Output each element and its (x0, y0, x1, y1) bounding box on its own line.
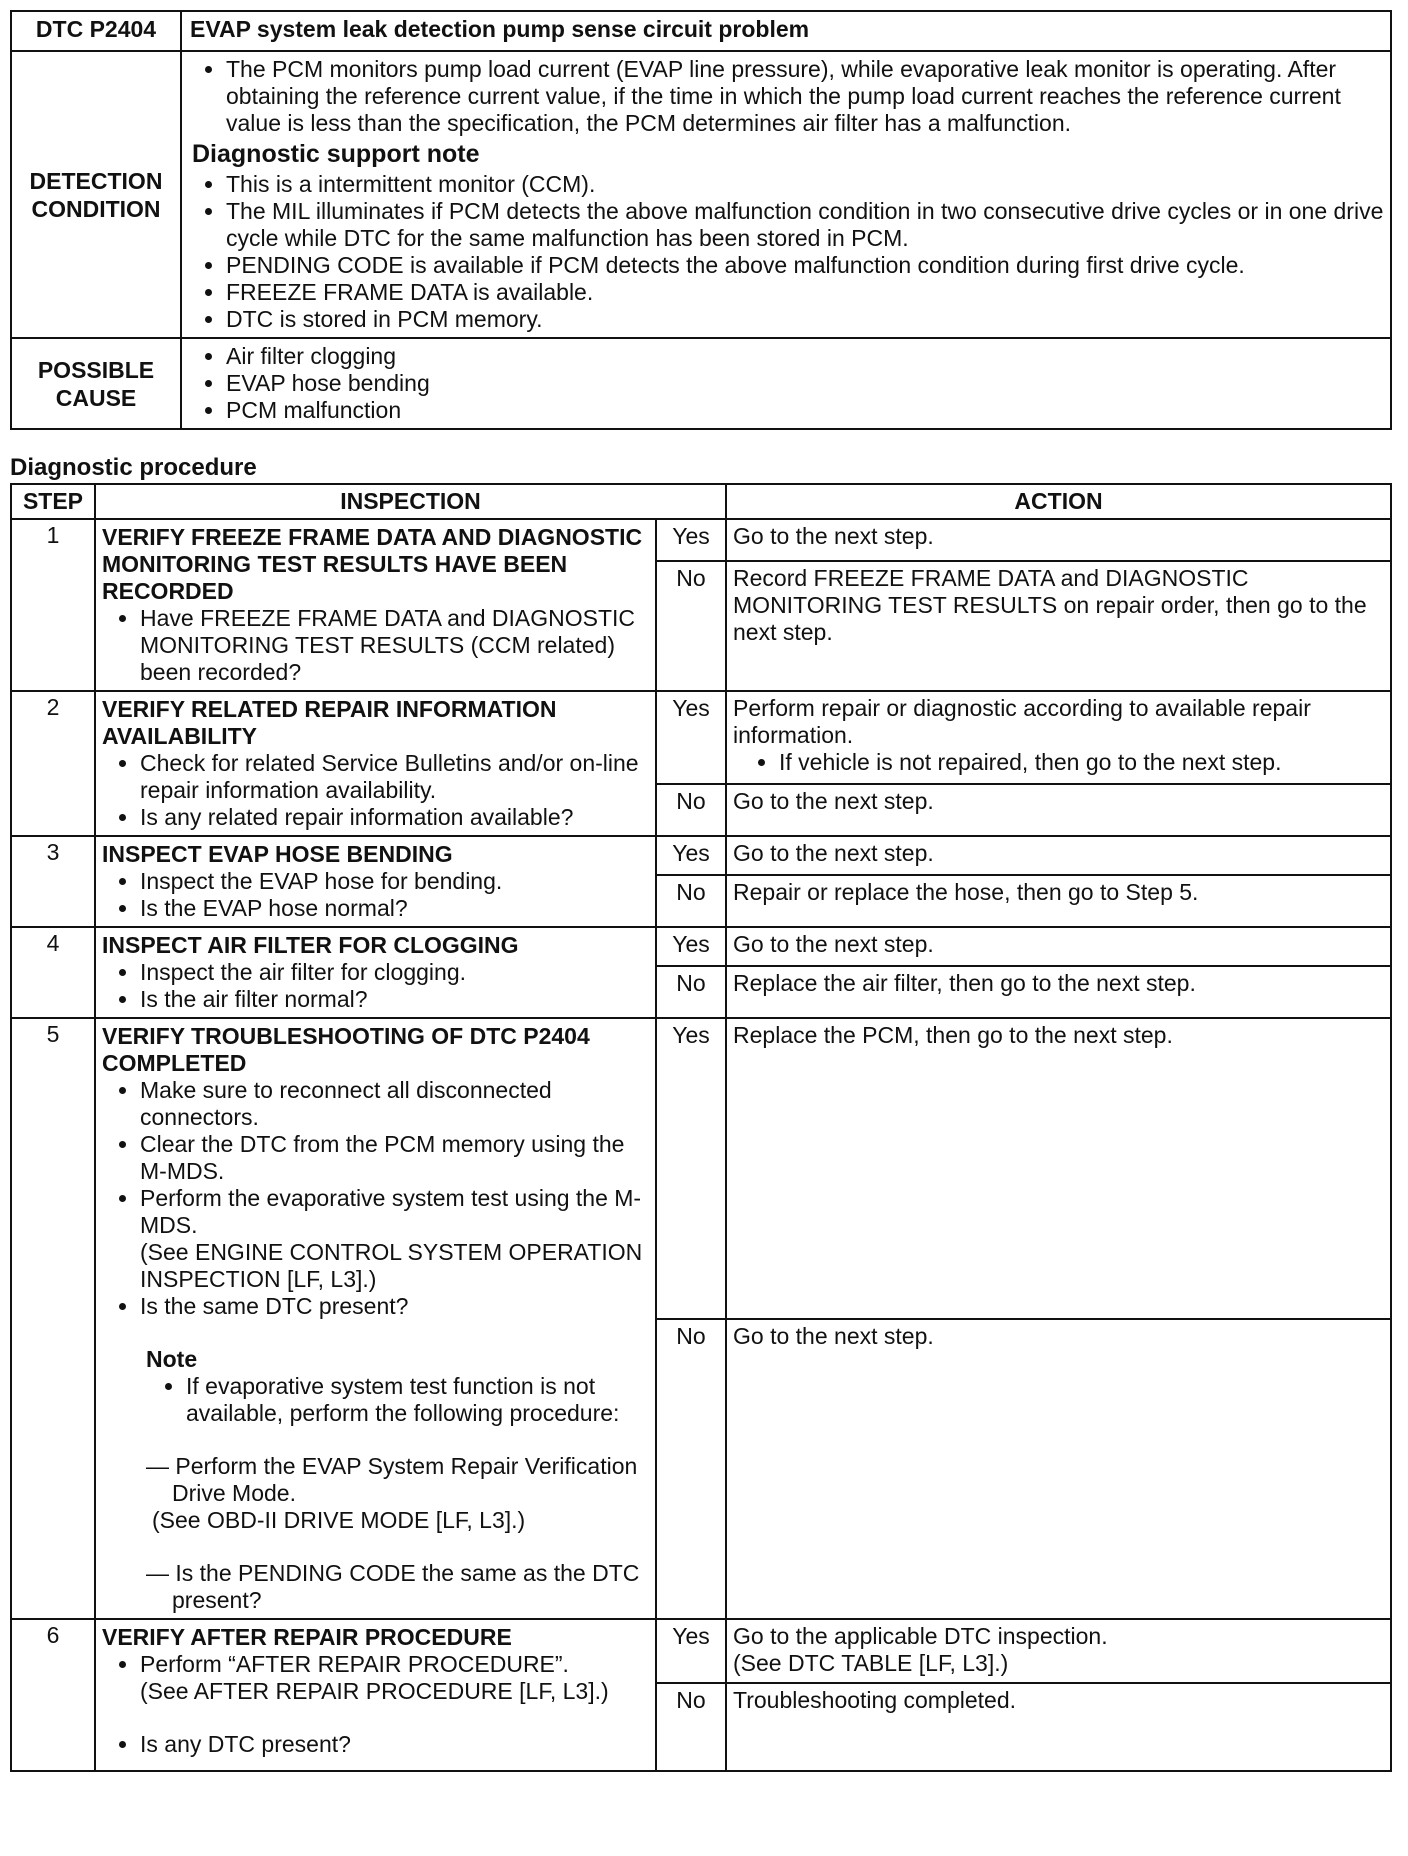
step-bullets (102, 605, 649, 686)
step-number: 2 (11, 691, 95, 836)
no-label: No (656, 875, 726, 927)
step-number: 4 (11, 927, 95, 1018)
detection-condition-label: DETECTION CONDITION (11, 51, 181, 338)
procedure-table (10, 483, 1392, 1772)
step-bullet: • Have FREEZE FRAME DATA and DIAGNOSTIC MONITORING TEST RESULTS (CCM related) been recorded? (140, 605, 649, 686)
no-action: Troubleshooting completed. (726, 1683, 1391, 1771)
yes-action (726, 1619, 1391, 1683)
step-bullet (140, 1651, 649, 1705)
action-header: ACTION (726, 484, 1391, 519)
step-title: VERIFY RELATED REPAIR INFORMATION AVAILABILITY (102, 696, 557, 749)
step-title: VERIFY TROUBLESHOOTING OF DTC P2404 COMPLETED (102, 1023, 590, 1076)
step-bullet (140, 1185, 649, 1293)
yes-label: Yes (656, 836, 726, 875)
detection-condition-body (181, 51, 1391, 338)
no-label: No (656, 1319, 726, 1620)
step-inspection (95, 519, 656, 691)
yes-action-text: Perform repair or diagnostic according to available repair information. (733, 695, 1311, 748)
step-row (11, 1018, 1391, 1319)
no-action: Replace the air filter, then go to the next step. (726, 966, 1391, 1018)
step-bullet-text: • Perform “AFTER REPAIR PROCEDURE”. (140, 1651, 569, 1677)
support-note-item: • This is a intermittent monitor (CCM). (226, 171, 1384, 198)
support-note-title: Diagnostic support note (192, 140, 480, 168)
step-bullets (102, 1077, 649, 1320)
step-title: INSPECT EVAP HOSE BENDING (102, 841, 453, 867)
step-number: 6 (11, 1619, 95, 1771)
cause-item: • PCM malfunction (226, 397, 1384, 424)
yes-label: Yes (656, 519, 726, 561)
step-row (11, 927, 1391, 966)
yes-action-bullets (733, 749, 1384, 776)
step-inspection (95, 836, 656, 927)
step-bullet-ref: (See AFTER REPAIR PROCEDURE [LF, L3].) (140, 1678, 609, 1704)
dtc-code: DTC P2404 (11, 11, 181, 51)
support-note-item: • DTC is stored in PCM memory. (226, 306, 1384, 333)
step-row (11, 691, 1391, 784)
no-action: Repair or replace the hose, then go to Step 5. (726, 875, 1391, 927)
cause-item: • EVAP hose bending (226, 370, 1384, 397)
step-bullet: • Make sure to reconnect all disconnected connectors. (140, 1077, 649, 1131)
dash-item: — Is the PENDING CODE the same as the DTC present? (146, 1560, 640, 1613)
yes-action: Go to the next step. (726, 519, 1391, 561)
step-bullet: • Is any DTC present? (140, 1731, 649, 1758)
step-bullets (102, 959, 649, 1013)
no-action: Go to the next step. (726, 1319, 1391, 1620)
dtc-title: EVAP system leak detection pump sense circuit problem (181, 11, 1391, 51)
possible-cause-row (11, 338, 1391, 429)
step-bullets (102, 750, 649, 831)
cause-list (188, 343, 1384, 424)
no-label: No (656, 561, 726, 691)
step-number: 3 (11, 836, 95, 927)
possible-cause-body (181, 338, 1391, 429)
step-bullet: • Is any related repair information available? (140, 804, 649, 831)
step-number: 5 (11, 1018, 95, 1619)
yes-action-text: Go to the applicable DTC inspection. (733, 1623, 1108, 1649)
step-row (11, 1619, 1391, 1683)
step-bullet-text: • Perform the evaporative system test using the M-MDS. (140, 1185, 642, 1238)
step-bullets (102, 868, 649, 922)
step-title: VERIFY FREEZE FRAME DATA AND DIAGNOSTIC MONITORING TEST RESULTS HAVE BEEN RECORDED (102, 524, 643, 604)
step-bullet: • Inspect the air filter for clogging. (140, 959, 649, 986)
dtc-info-table (10, 10, 1392, 430)
cause-item: • Air filter clogging (226, 343, 1384, 370)
step-bullet: • Is the same DTC present? (140, 1293, 649, 1320)
inspection-header: INSPECTION (95, 484, 726, 519)
step-inspection (95, 691, 656, 836)
step-bullets (102, 1651, 649, 1705)
yes-action-ref: (See DTC TABLE [LF, L3].) (733, 1650, 1009, 1676)
possible-cause-label: POSSIBLE CAUSE (11, 338, 181, 429)
no-action: Record FREEZE FRAME DATA and DIAGNOSTIC MONITORING TEST RESULTS on repair order, then go to the next step. (726, 561, 1391, 691)
step-inspection (95, 1619, 656, 1771)
step-row (11, 836, 1391, 875)
step-row (11, 519, 1391, 561)
step-bullet: • Clear the DTC from the PCM memory using the M-MDS. (140, 1131, 649, 1185)
dash-text: — Perform the EVAP System Repair Verification Drive Mode. (146, 1453, 638, 1506)
document-page (10, 10, 1392, 1772)
no-action: Go to the next step. (726, 784, 1391, 836)
step-bullet: • Is the EVAP hose normal? (140, 895, 649, 922)
step-inspection (95, 927, 656, 1018)
dtc-header-row (11, 11, 1391, 51)
yes-action: Go to the next step. (726, 927, 1391, 966)
note-title: Note (146, 1346, 198, 1372)
support-note-item: • The MIL illuminates if PCM detects the above malfunction condition in two consecutive drive cycles or in one drive cycle while DTC for the same malfunction has been stored in PCM. (226, 198, 1384, 252)
note-list (102, 1373, 649, 1427)
support-note-item: • PENDING CODE is available if PCM detects the above malfunction condition during first drive cycle. (226, 252, 1384, 279)
detection-item: • The PCM monitors pump load current (EVAP line pressure), while evaporative leak monitor is operating. After obtaining the reference current value, if the time in which the pump load current reaches the reference current value is less than the specification, the PCM determines air filter has a malfunction. (226, 56, 1384, 137)
support-note-item: • FREEZE FRAME DATA is available. (226, 279, 1384, 306)
step-number: 1 (11, 519, 95, 691)
yes-label: Yes (656, 927, 726, 966)
support-note-list (188, 171, 1384, 333)
step-bullet: • Inspect the EVAP hose for bending. (140, 868, 649, 895)
yes-label: Yes (656, 1018, 726, 1319)
yes-action: Go to the next step. (726, 836, 1391, 875)
step-bullet: • Check for related Service Bulletins and/or on-line repair information availability. (140, 750, 649, 804)
step-inspection (95, 1018, 656, 1619)
dash-ref: (See OBD-II DRIVE MODE [LF, L3].) (152, 1507, 526, 1533)
yes-label: Yes (656, 1619, 726, 1683)
procedure-heading: Diagnostic procedure (10, 454, 257, 481)
yes-label: Yes (656, 691, 726, 784)
yes-action-bullet: • If vehicle is not repaired, then go to the next step. (779, 749, 1384, 776)
detection-list (188, 56, 1384, 137)
step-bullet-ref: (See ENGINE CONTROL SYSTEM OPERATION INSPECTION [LF, L3].) (140, 1239, 643, 1292)
yes-action (726, 691, 1391, 784)
step-title: VERIFY AFTER REPAIR PROCEDURE (102, 1624, 512, 1650)
no-label: No (656, 784, 726, 836)
detection-condition-row (11, 51, 1391, 338)
procedure-header-row (11, 484, 1391, 519)
step-bullets (102, 1731, 649, 1758)
note-bullet: • If evaporative system test function is not available, perform the following procedure: (186, 1373, 649, 1427)
step-bullet: • Is the air filter normal? (140, 986, 649, 1013)
dash-item (130, 1453, 649, 1534)
no-label: No (656, 966, 726, 1018)
step-header: STEP (11, 484, 95, 519)
step-title: INSPECT AIR FILTER FOR CLOGGING (102, 932, 519, 958)
no-label: No (656, 1683, 726, 1771)
yes-action: Replace the PCM, then go to the next step. (726, 1018, 1391, 1319)
